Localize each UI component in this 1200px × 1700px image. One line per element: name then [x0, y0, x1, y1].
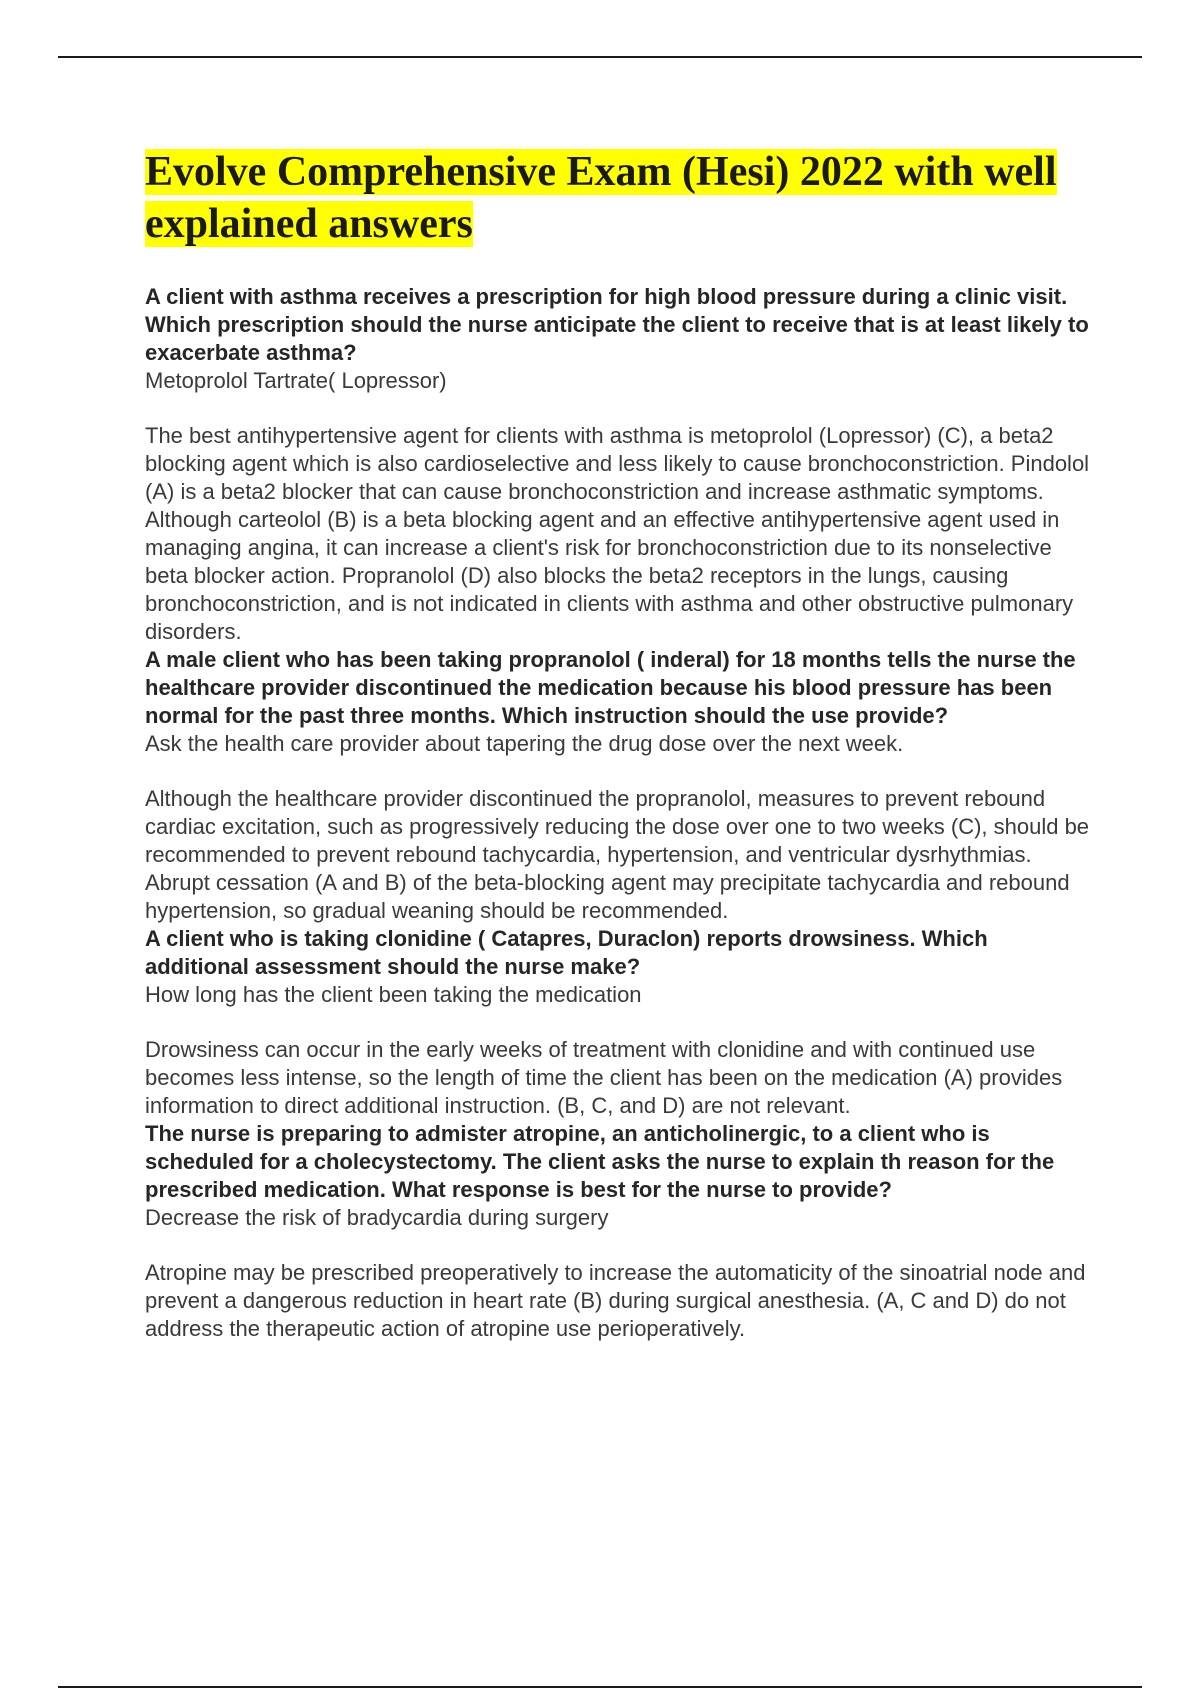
- bottom-rule: [58, 1686, 1142, 1688]
- explanation: Atropine may be prescribed preoperatively to increase the automaticity of the sinoatrial node and prevent a dangerous reduction in heart rate (B) during surgical anesthesia. (A, C and D) do not address the therapeutic action of atropine use perioperatively.: [145, 1260, 1086, 1341]
- document-title: [145, 146, 1095, 250]
- explanation: Drowsiness can occur in the early weeks of treatment with clonidine and with continued use becomes less intense, so the length of time the client has been on the medication (A) provides information to direct additional instruction. (B, C, and D) are not relevant.: [145, 1037, 1063, 1118]
- top-rule: [58, 56, 1142, 58]
- document-body: [145, 146, 1095, 1343]
- title-highlight: Evolve Comprehensive Exam (Hesi) 2022 with well explained answers: [145, 149, 1057, 247]
- answer: Metoprolol Tartrate( Lopressor): [145, 368, 447, 393]
- answer: How long has the client been taking the medication: [145, 982, 642, 1007]
- question: A client who is taking clonidine ( Catapres, Duraclon) reports drowsiness. Which additional assessment should the nurse make?: [145, 926, 988, 979]
- explanation: The best antihypertensive agent for clients with asthma is metoprolol (Lopressor) (C), a beta2 blocking agent which is also cardioselective and less likely to cause bronchoconstriction. Pindolol (A) is a beta2 blocker that can cause bronchoconstriction and increase asthmatic symptoms. Although carteolol (B) is a beta blocking agent and an effective antihypertensive agent used in managing angina, it can increase a client's risk for bronchoconstriction due to its nonselective beta blocker action. Propranolol (D) also blocks the beta2 receptors in the lungs, causing bronchoconstriction, and is not indicated in clients with asthma and other obstructive pulmonary disorders.: [145, 423, 1090, 644]
- qa-block-3: [145, 925, 1095, 1120]
- qa-block-1: [145, 283, 1095, 646]
- qa-block-2: [145, 646, 1095, 925]
- qa-block-4: [145, 1120, 1095, 1343]
- answer: Ask the health care provider about tapering the drug dose over the next week.: [145, 731, 904, 756]
- answer: Decrease the risk of bradycardia during surgery: [145, 1205, 609, 1230]
- explanation: Although the healthcare provider discontinued the propranolol, measures to prevent rebound cardiac excitation, such as progressively reducing the dose over one to two weeks (C), should be recommended to prevent rebound tachycardia, hypertension, and ventricular dysrhythmias. Abrupt cessation (A and B) of the beta-blocking agent may precipitate tachycardia and rebound hypertension, so gradual weaning should be recommended.: [145, 786, 1090, 923]
- question: A client with asthma receives a prescription for high blood pressure during a clinic visit. Which prescription should the nurse anticipate the client to receive that is at least likely to exacerbate asthma?: [145, 284, 1089, 365]
- question: A male client who has been taking propranolol ( inderal) for 18 months tells the nurse the healthcare provider discontinued the medication because his blood pressure has been normal for the past three months. Which instruction should the use provide?: [145, 647, 1076, 728]
- question: The nurse is preparing to admister atropine, an anticholinergic, to a client who is scheduled for a cholecystectomy. The client asks the nurse to explain th reason for the prescribed medication. What response is best for the nurse to provide?: [145, 1121, 1055, 1202]
